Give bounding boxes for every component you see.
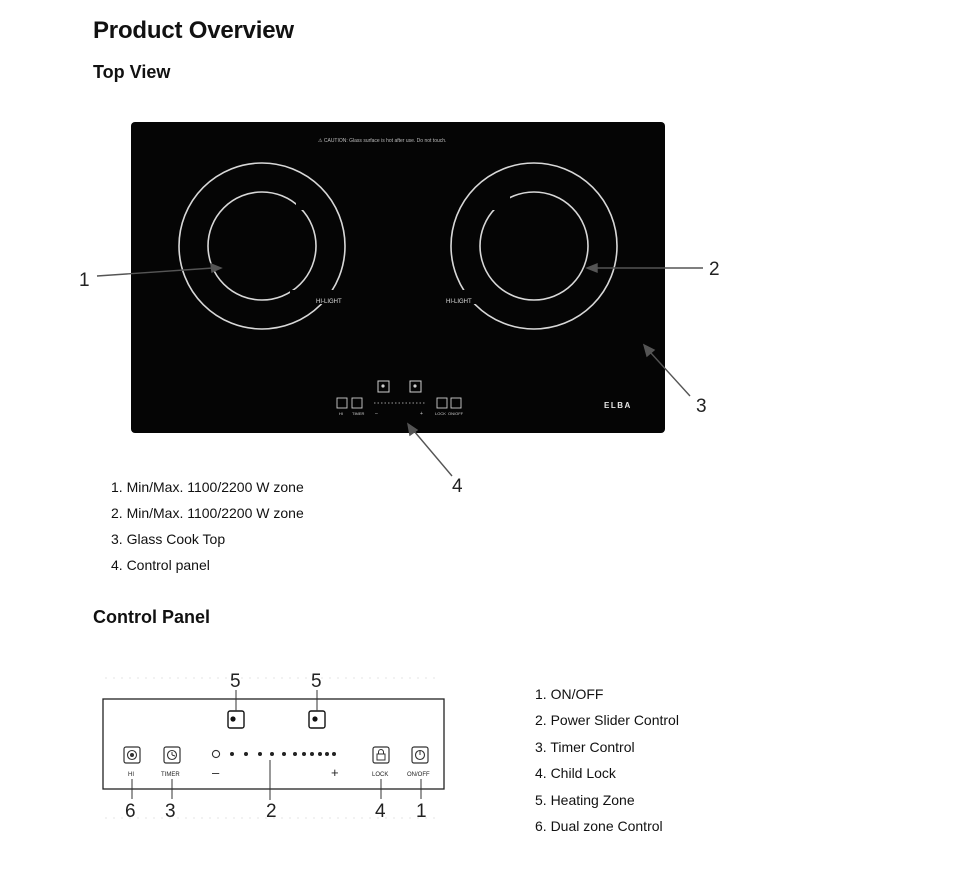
callout-2: 2 bbox=[266, 801, 277, 822]
page-title: Product Overview bbox=[93, 17, 294, 44]
svg-text:+: + bbox=[420, 411, 423, 417]
control-panel-diagram bbox=[0, 650, 520, 840]
list-item: 3. Timer Control bbox=[535, 738, 635, 755]
onoff-label: ON/OFF bbox=[407, 772, 430, 778]
svg-text:LOCK: LOCK bbox=[435, 411, 446, 416]
lock-label: LOCK bbox=[372, 772, 389, 778]
caution-text: ⚠ CAUTION: Glass surface is hot after use. Do not touch. bbox=[318, 138, 447, 144]
callout-4: 4 bbox=[375, 801, 386, 822]
brand-logo: ELBA bbox=[604, 401, 632, 410]
panel-frame bbox=[103, 699, 444, 789]
glass-cooktop bbox=[131, 122, 665, 433]
hi-label: HI bbox=[128, 772, 134, 778]
svg-text:TIMER: TIMER bbox=[352, 411, 365, 416]
list-item: 3. Glass Cook Top bbox=[111, 531, 226, 547]
list-item: 2. Power Slider Control bbox=[535, 712, 679, 729]
callout-1: 1 bbox=[79, 270, 90, 291]
plus-label: + bbox=[331, 765, 339, 780]
list-item: 4. Child Lock bbox=[535, 765, 616, 782]
callout-3: 3 bbox=[165, 801, 176, 822]
callout-4: 4 bbox=[452, 476, 463, 497]
list-item: 6. Dual zone Control bbox=[535, 817, 663, 834]
top-view-heading: Top View bbox=[93, 62, 171, 82]
timer-label: TIMER bbox=[161, 772, 180, 778]
list-item: 4. Control panel bbox=[111, 557, 210, 573]
list-item: 2. Min/Max. 1100/2200 W zone bbox=[111, 505, 304, 521]
callout-1: 1 bbox=[416, 801, 427, 822]
svg-text:HI: HI bbox=[339, 411, 343, 416]
control-panel-legend bbox=[535, 685, 679, 843]
callout-5a: 5 bbox=[230, 671, 241, 692]
control-panel-heading: Control Panel bbox=[93, 607, 211, 627]
callout-3: 3 bbox=[696, 396, 707, 417]
minus-label: – bbox=[212, 765, 220, 780]
svg-text:–: – bbox=[375, 411, 378, 417]
top-view-legend bbox=[111, 478, 304, 582]
left-zone-label: HI-LIGHT bbox=[316, 299, 342, 305]
list-item: 1. ON/OFF bbox=[535, 686, 604, 702]
callout-6: 6 bbox=[125, 801, 136, 822]
callout-5b: 5 bbox=[311, 671, 322, 692]
svg-text:ON/OFF: ON/OFF bbox=[448, 411, 464, 416]
list-item: 5. Heating Zone bbox=[535, 791, 635, 808]
list-item: 1. Min/Max. 1100/2200 W zone bbox=[111, 479, 304, 495]
right-zone-label: HI-LIGHT bbox=[446, 299, 472, 305]
callout-2: 2 bbox=[709, 259, 720, 280]
